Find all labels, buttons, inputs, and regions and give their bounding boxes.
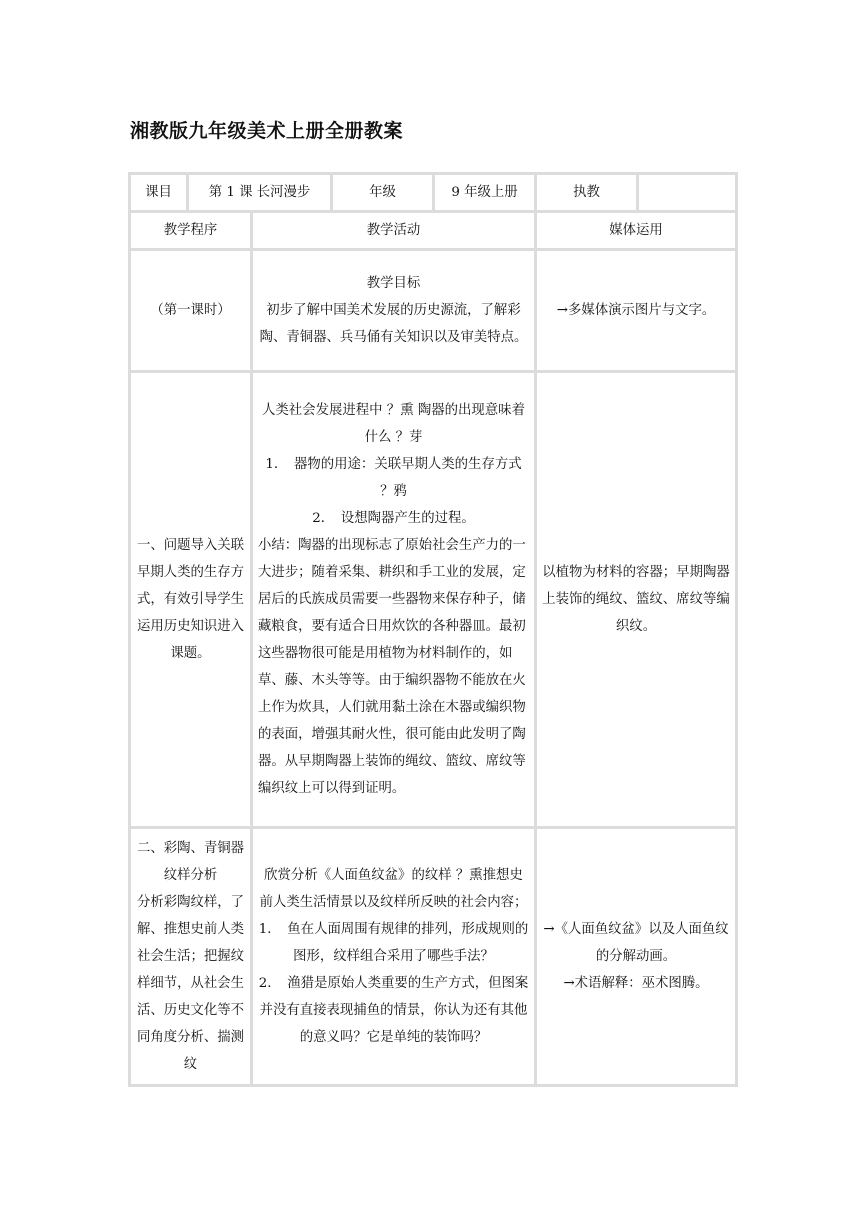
procedure-cell: 一、问题导入关联早期人类的生存方式，有效引导学生运用历史知识进入课题。 <box>130 372 252 828</box>
lesson-name: 第 1 课 长河漫步 <box>188 174 332 212</box>
activity-cell <box>252 828 536 1086</box>
activity-summary: 小结：陶器的出现标志了原始社会生产力的一大进步；随着采集、耕织和手工业的发展，定居后的氏族成员需要一些器物来保存种子，储藏粮食，要有适合日用炊饮的各种器皿。最初这些器物很可能是用植物为材料制作的，如草、藤、木头等等。由于编织器物不能放在火上作为炊具，人们就用黏土涂在木器或编织物的表面，增强其耐火性，很可能由此发明了陶器。从早期陶器上装饰的绳纹、篮纹、席纹等编织纹上可以得到证明。 <box>258 538 526 796</box>
column-header: 教学程序 <box>130 212 252 250</box>
table-row <box>130 372 737 828</box>
activity-question: 1． 器物的用途：关联早期人类的生存方式 ？鸦 <box>265 457 522 499</box>
subject-label: 课目 <box>130 174 188 212</box>
procedure-cell <box>130 828 252 1086</box>
media-cell <box>536 828 737 1086</box>
teacher-label: 执教 <box>536 174 638 212</box>
activity-heading: 教学目标 <box>366 276 421 291</box>
grade-value: 9 年级上册 <box>434 174 536 212</box>
document-title: 湘教版九年级美术上册全册教案 <box>130 120 404 142</box>
table-row <box>130 174 737 212</box>
procedure-detail: 分析彩陶纹样，了解、推想史前人类社会生活；把握纹样细节，从社会生活、历史文化等不同角度分析、揣测纹 <box>136 895 245 1072</box>
column-header: 媒体运用 <box>536 212 737 250</box>
media-item: →《人面鱼纹盆》以及人面鱼纹的分解动画。 <box>543 922 729 964</box>
column-header: 教学活动 <box>252 212 536 250</box>
activity-question: 1． 鱼在人面周围有规律的排列，形成规则的图形，纹样组合采用了哪些手法？ <box>258 922 529 964</box>
activity-cell <box>252 372 536 828</box>
activity-cell <box>252 250 536 372</box>
teacher-value <box>638 174 737 212</box>
activity-question: 2． 渔猎是原始人类重要的生产方式，但图案并没有直接表现捕鱼的情景，你认为还有其他的意义吗？它是单纯的装饰吗？ <box>258 976 529 1045</box>
activity-question: 人类社会发展进程中 ？熏 陶器的出现意味着什么 ？芽 <box>262 403 525 445</box>
table-row <box>130 828 737 1086</box>
lesson-plan-table <box>128 172 738 1087</box>
activity-question: 2． 设想陶器产生的过程。 <box>312 511 475 526</box>
procedure-cell: （第一课时） <box>130 250 252 372</box>
procedure-title: 二、彩陶、青铜器纹样分析 <box>136 841 245 883</box>
table-header-row <box>130 212 737 250</box>
activity-question: 欣赏分析《人面鱼纹盆》的纹样 ？熏推想史前人类生活情景以及纹样所反映的社会内容； <box>259 868 528 910</box>
media-cell: →多媒体演示图片与文字。 <box>536 250 737 372</box>
table-row <box>130 250 737 372</box>
grade-label: 年级 <box>332 174 434 212</box>
media-cell: 以植物为材料的容器；早期陶器上装饰的绳纹、篮纹、席纹等编织纹。 <box>536 372 737 828</box>
activity-text: 初步了解中国美术发展的历史源流，了解彩陶、青铜器、兵马俑有关知识以及审美特点。 <box>259 303 528 345</box>
media-item: →术语解释：巫术图腾。 <box>563 976 709 991</box>
